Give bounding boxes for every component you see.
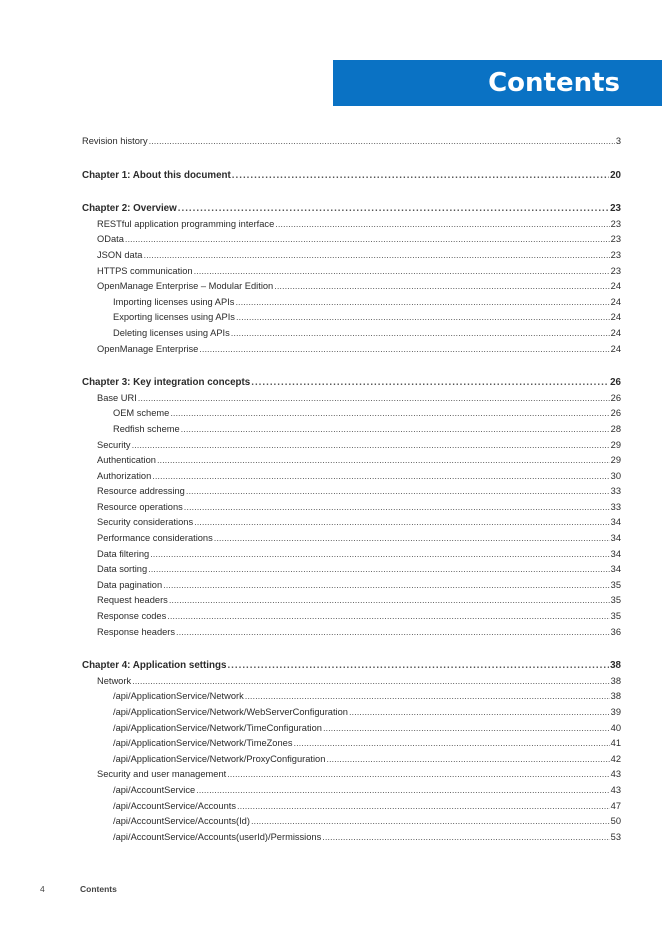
- toc-entry-title: Response headers: [97, 626, 176, 637]
- toc-entry-title: OData: [97, 234, 124, 245]
- table-of-contents: [82, 134, 621, 845]
- toc-entry[interactable]: [82, 814, 621, 830]
- toc-entry[interactable]: [82, 705, 621, 721]
- toc-entry-page: 26: [610, 392, 621, 403]
- toc-entry-page: 23: [610, 265, 621, 276]
- toc-dot-leader: [214, 531, 610, 547]
- toc-entry[interactable]: [82, 689, 621, 705]
- toc-entry[interactable]: [82, 232, 621, 248]
- toc-entry-page: 24: [610, 312, 621, 323]
- toc-spacer: [82, 183, 621, 201]
- toc-entry-page: 39: [610, 707, 621, 717]
- toc-entry[interactable]: [82, 752, 621, 768]
- toc-entry-title: RESTful application programming interface: [97, 218, 275, 229]
- toc-entry-page: 53: [610, 831, 621, 842]
- toc-entry-title: Data pagination: [97, 579, 163, 590]
- toc-entry-page: 29: [610, 455, 621, 466]
- toc-dot-leader: [194, 264, 610, 280]
- toc-entry[interactable]: [82, 783, 621, 799]
- toc-entry[interactable]: [82, 515, 621, 531]
- toc-dot-leader: [236, 310, 610, 326]
- toc-entry-title: /api/AccountService/Accounts(Id): [113, 816, 250, 827]
- toc-entry[interactable]: [82, 217, 621, 233]
- toc-entry-page: 23: [610, 203, 621, 215]
- toc-dot-leader: [293, 736, 609, 752]
- toc-entry-title: OEM scheme: [113, 408, 170, 419]
- toc-entry-page: 50: [610, 816, 621, 827]
- toc-entry-page: 28: [610, 423, 621, 434]
- toc-dot-leader: [227, 658, 609, 674]
- toc-entry[interactable]: [82, 422, 621, 438]
- toc-entry[interactable]: [82, 326, 621, 342]
- toc-entry[interactable]: [82, 264, 621, 280]
- toc-entry-title: Performance considerations: [97, 533, 213, 544]
- toc-entry[interactable]: [82, 767, 621, 783]
- toc-entry[interactable]: [82, 391, 621, 407]
- toc-entry-title: /api/ApplicationService/Network/WebServerConfiguration: [113, 707, 348, 717]
- toc-dot-leader: [178, 201, 609, 217]
- toc-entry[interactable]: [82, 453, 621, 469]
- toc-entry-title: Chapter 4: Application settings: [82, 660, 227, 672]
- toc-dot-leader: [237, 799, 610, 815]
- toc-entry-page: 38: [610, 675, 621, 686]
- toc-spacer: [82, 150, 621, 168]
- toc-entry[interactable]: [82, 593, 621, 609]
- toc-dot-leader: [125, 232, 610, 248]
- toc-entry[interactable]: [82, 674, 621, 690]
- toc-chapter-entry[interactable]: [82, 658, 621, 674]
- page-title: Contents: [488, 68, 620, 98]
- contents-title-banner: [333, 60, 662, 106]
- toc-entry-title: /api/AccountService/Accounts: [113, 800, 236, 811]
- toc-entry-title: Chapter 3: Key integration concepts: [82, 377, 251, 389]
- toc-dot-leader: [152, 469, 609, 485]
- toc-entry-page: 23: [610, 234, 621, 245]
- toc-entry-page: 35: [610, 611, 621, 622]
- toc-entry-title: Security and user management: [97, 769, 227, 780]
- toc-dot-leader: [176, 625, 610, 641]
- toc-dot-leader: [170, 406, 609, 422]
- toc-chapter-entry[interactable]: [82, 168, 621, 184]
- toc-entry-page: 35: [610, 579, 621, 590]
- toc-entry[interactable]: [82, 625, 621, 641]
- toc-entry-title: Request headers: [97, 595, 168, 606]
- toc-entry-page: 41: [610, 738, 621, 749]
- toc-dot-leader: [326, 752, 609, 768]
- toc-entry-title: /api/AccountService: [113, 784, 196, 795]
- toc-entry[interactable]: [82, 736, 621, 752]
- toc-entry-title: OpenManage Enterprise – Modular Edition: [97, 281, 274, 292]
- toc-entry-page: 35: [610, 595, 621, 606]
- toc-entry-page: 43: [610, 784, 621, 795]
- toc-entry-title: /api/ApplicationService/Network/ProxyConfiguration: [113, 753, 326, 764]
- toc-entry-page: 43: [610, 769, 621, 780]
- toc-entry-page: 26: [610, 377, 621, 389]
- toc-dot-leader: [132, 438, 610, 454]
- toc-entry-title: HTTPS communication: [97, 265, 193, 276]
- toc-entry[interactable]: [82, 295, 621, 311]
- toc-entry-title: Data sorting: [97, 564, 148, 575]
- toc-dot-leader: [157, 453, 610, 469]
- toc-entry-title: /api/AccountService/Accounts(userId)/Permissions: [113, 831, 322, 842]
- toc-entry-page: 20: [610, 169, 621, 181]
- toc-entry-title: Base URI: [97, 392, 137, 403]
- toc-entry[interactable]: [82, 500, 621, 516]
- toc-entry-page: 23: [610, 218, 621, 229]
- toc-entry-title: Network: [97, 675, 132, 686]
- toc-entry-page: 40: [610, 722, 621, 733]
- toc-entry-title: /api/ApplicationService/Network: [113, 691, 244, 702]
- toc-entry-page: 34: [610, 548, 621, 559]
- toc-entry-title: /api/ApplicationService/Network/TimeZones: [113, 738, 293, 749]
- toc-chapter-entry[interactable]: [82, 201, 621, 217]
- toc-entry-page: 30: [610, 470, 621, 481]
- toc-entry-title: Authentication: [97, 455, 156, 466]
- toc-dot-leader: [167, 609, 609, 625]
- toc-dot-leader: [181, 422, 610, 438]
- toc-entry-title: Resource addressing: [97, 486, 185, 497]
- toc-dot-leader: [245, 689, 610, 705]
- toc-entry-page: 34: [610, 517, 621, 528]
- toc-entry-title: /api/ApplicationService/Network/TimeConfiguration: [113, 722, 322, 733]
- toc-entry-page: 26: [610, 408, 621, 419]
- toc-entry[interactable]: [82, 342, 621, 358]
- toc-entry-page: 36: [610, 626, 621, 637]
- toc-entry-page: 34: [610, 533, 621, 544]
- footer-page-number: 4: [40, 884, 45, 894]
- toc-dot-leader: [322, 830, 609, 846]
- toc-dot-leader: [150, 547, 609, 563]
- toc-dot-leader: [184, 500, 610, 516]
- toc-dot-leader: [143, 248, 609, 264]
- toc-dot-leader: [163, 578, 610, 594]
- toc-dot-leader: [138, 391, 610, 407]
- toc-entry-page: 24: [610, 281, 621, 292]
- toc-entry-title: OpenManage Enterprise: [97, 343, 199, 354]
- toc-entry-page: 38: [610, 660, 621, 672]
- toc-entry[interactable]: [82, 830, 621, 846]
- toc-entry-title: Chapter 1: About this document: [82, 169, 231, 181]
- toc-entry-title: Redfish scheme: [113, 423, 180, 434]
- toc-entry-page: 3: [615, 136, 621, 146]
- toc-entry-page: 24: [610, 327, 621, 338]
- toc-dot-leader: [235, 295, 609, 311]
- toc-dot-leader: [323, 721, 610, 737]
- toc-entry[interactable]: [82, 531, 621, 547]
- footer-section-label: Contents: [80, 884, 117, 894]
- toc-dot-leader: [275, 217, 609, 233]
- toc-entry-title: Exporting licenses using APIs: [113, 312, 235, 323]
- toc-entry[interactable]: [82, 134, 621, 150]
- toc-entry-title: Security considerations: [97, 517, 194, 528]
- toc-dot-leader: [251, 375, 609, 391]
- toc-dot-leader: [227, 767, 609, 783]
- toc-entry[interactable]: [82, 438, 621, 454]
- toc-entry[interactable]: [82, 609, 621, 625]
- toc-entry-page: 34: [610, 564, 621, 575]
- toc-dot-leader: [232, 168, 609, 184]
- toc-entry-title: Importing licenses using APIs: [113, 296, 235, 307]
- toc-entry[interactable]: [82, 248, 621, 264]
- toc-entry-page: 24: [610, 296, 621, 307]
- toc-entry-title: Response codes: [97, 611, 167, 622]
- toc-dot-leader: [132, 674, 610, 690]
- toc-entry-page: 42: [610, 753, 621, 764]
- toc-entry-title: JSON data: [97, 249, 143, 260]
- toc-entry-page: 33: [610, 501, 621, 512]
- toc-entry-page: 24: [610, 343, 621, 354]
- toc-entry-title: Security: [97, 439, 131, 450]
- toc-entry[interactable]: [82, 279, 621, 295]
- toc-dot-leader: [349, 705, 610, 721]
- toc-entry[interactable]: [82, 469, 621, 485]
- toc-entry[interactable]: [82, 721, 621, 737]
- toc-entry[interactable]: [82, 484, 621, 500]
- toc-dot-leader: [251, 814, 610, 830]
- toc-dot-leader: [274, 279, 609, 295]
- toc-dot-leader: [196, 783, 609, 799]
- toc-spacer: [82, 357, 621, 375]
- toc-dot-leader: [186, 484, 610, 500]
- toc-entry-title: Chapter 2: Overview: [82, 203, 177, 215]
- toc-chapter-entry[interactable]: [82, 375, 621, 391]
- toc-dot-leader: [148, 562, 610, 578]
- toc-entry-title: Deleting licenses using APIs: [113, 327, 230, 338]
- toc-entry[interactable]: [82, 310, 621, 326]
- toc-entry-title: Authorization: [97, 470, 152, 481]
- toc-entry-title: Revision history: [82, 136, 148, 146]
- toc-dot-leader: [199, 342, 609, 358]
- toc-entry[interactable]: [82, 799, 621, 815]
- toc-entry[interactable]: [82, 406, 621, 422]
- toc-entry[interactable]: [82, 578, 621, 594]
- toc-entry[interactable]: [82, 562, 621, 578]
- toc-entry-title: Data filtering: [97, 548, 150, 559]
- toc-dot-leader: [194, 515, 610, 531]
- toc-entry[interactable]: [82, 547, 621, 563]
- toc-dot-leader: [169, 593, 610, 609]
- toc-entry-page: 38: [610, 691, 621, 702]
- toc-entry-page: 23: [610, 249, 621, 260]
- toc-entry-page: 33: [610, 486, 621, 497]
- toc-dot-leader: [149, 134, 615, 150]
- toc-entry-page: 29: [610, 439, 621, 450]
- toc-spacer: [82, 640, 621, 658]
- toc-entry-title: Resource operations: [97, 501, 183, 512]
- toc-dot-leader: [231, 326, 610, 342]
- toc-entry-page: 47: [610, 800, 621, 811]
